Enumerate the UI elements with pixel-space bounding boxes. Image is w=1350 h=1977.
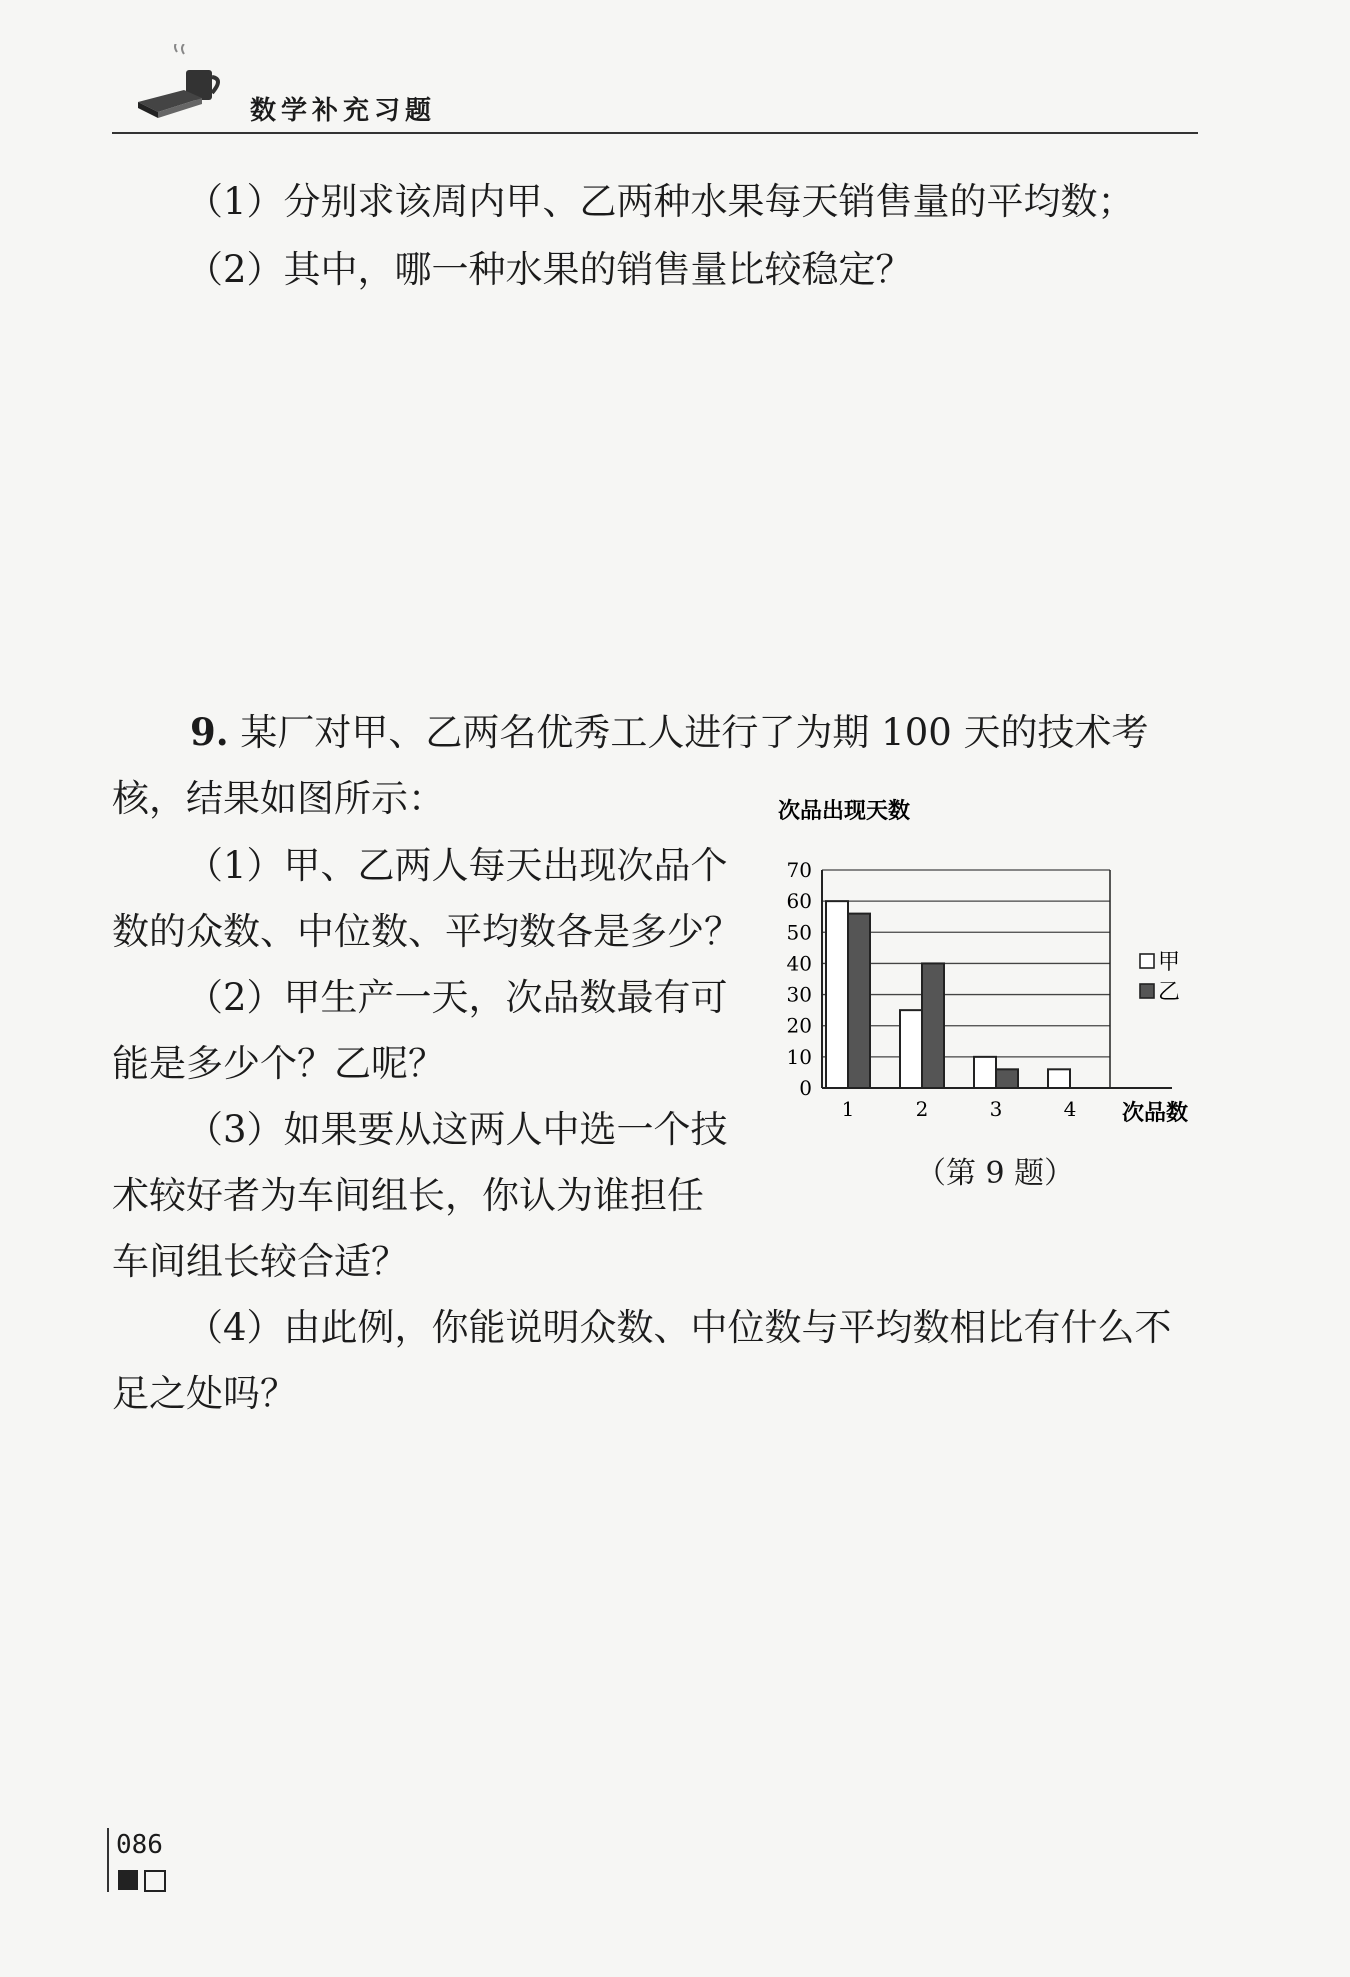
- y-tick-label: 50: [786, 920, 812, 945]
- book-title: 数学补充习题: [250, 96, 437, 126]
- question-9-part-4-line-1: （4）由此例，你能说明众数、中位数与平均数相比有什么不: [186, 1306, 1172, 1349]
- y-tick-label: 70: [786, 858, 812, 882]
- bar-jia-2: [900, 1010, 922, 1088]
- question-9-part-3-line-2: 术较好者为车间组长，你认为谁担任: [112, 1174, 704, 1217]
- question-9-part-2-line-2: 能是多少个？乙呢？: [112, 1042, 445, 1085]
- y-tick-label: 60: [786, 889, 812, 914]
- y-tick-label: 0: [799, 1076, 812, 1100]
- question-9-part-3-line-1: （3）如果要从这两人中选一个技: [186, 1108, 728, 1151]
- question-9-part-2-line-1: （2）甲生产一天，次品数最有可: [186, 976, 728, 1019]
- y-tick-label: 10: [786, 1044, 812, 1069]
- prev-question-part-1: （1）分别求该周内甲、乙两种水果每天销售量的平均数；: [186, 180, 1135, 223]
- question-9-stem-line-2: 核，结果如图所示：: [112, 777, 445, 820]
- question-number: 9.: [190, 710, 229, 754]
- header-divider: [112, 132, 1198, 134]
- x-tick-label: 3: [989, 1097, 1003, 1121]
- filled-square-icon: [118, 1870, 138, 1890]
- question-9-stem-line-1: 9. 某厂对甲、乙两名优秀工人进行了为期 100 天的技术考: [190, 710, 1149, 754]
- footer-divider: [107, 1828, 109, 1892]
- bar-yi-1: [848, 914, 870, 1088]
- bar-jia-3: [974, 1057, 996, 1088]
- bar-jia-4: [1048, 1069, 1070, 1088]
- bar-yi-3: [996, 1069, 1018, 1088]
- figure-caption: （第 9 题）: [916, 1156, 1075, 1191]
- defect-days-bar-chart: [760, 790, 1220, 1130]
- y-tick-label: 30: [786, 982, 812, 1007]
- x-tick-label: 2: [915, 1097, 929, 1121]
- y-axis-label: 次品出现天数: [778, 799, 911, 824]
- x-tick-label: 4: [1063, 1097, 1077, 1121]
- page-number: 086: [116, 1830, 163, 1860]
- prev-question-part-2: （2）其中，哪一种水果的销售量比较稳定？: [186, 248, 913, 291]
- question-9-part-4-line-2: 足之处吗？: [112, 1372, 297, 1415]
- question-9-part-1-line-1: （1）甲、乙两人每天出现次品个: [186, 844, 728, 887]
- x-axis-label: 次品数: [1122, 1101, 1189, 1126]
- bar-jia-1: [826, 901, 848, 1088]
- x-tick-label: 1: [841, 1097, 855, 1121]
- legend-swatch: [1140, 954, 1154, 968]
- y-tick-label: 40: [786, 951, 812, 976]
- bar-yi-2: [922, 963, 944, 1088]
- y-tick-label: 20: [786, 1013, 812, 1038]
- empty-square-icon: [144, 1870, 166, 1892]
- question-9-part-3-line-3: 车间组长较合适？: [112, 1240, 408, 1283]
- book-and-mug-icon: [132, 44, 232, 124]
- legend-swatch: [1140, 984, 1154, 998]
- legend-label: 乙: [1158, 980, 1181, 1005]
- legend-label: 甲: [1158, 950, 1181, 975]
- question-9-part-1-line-2: 数的众数、中位数、平均数各是多少？: [112, 910, 741, 953]
